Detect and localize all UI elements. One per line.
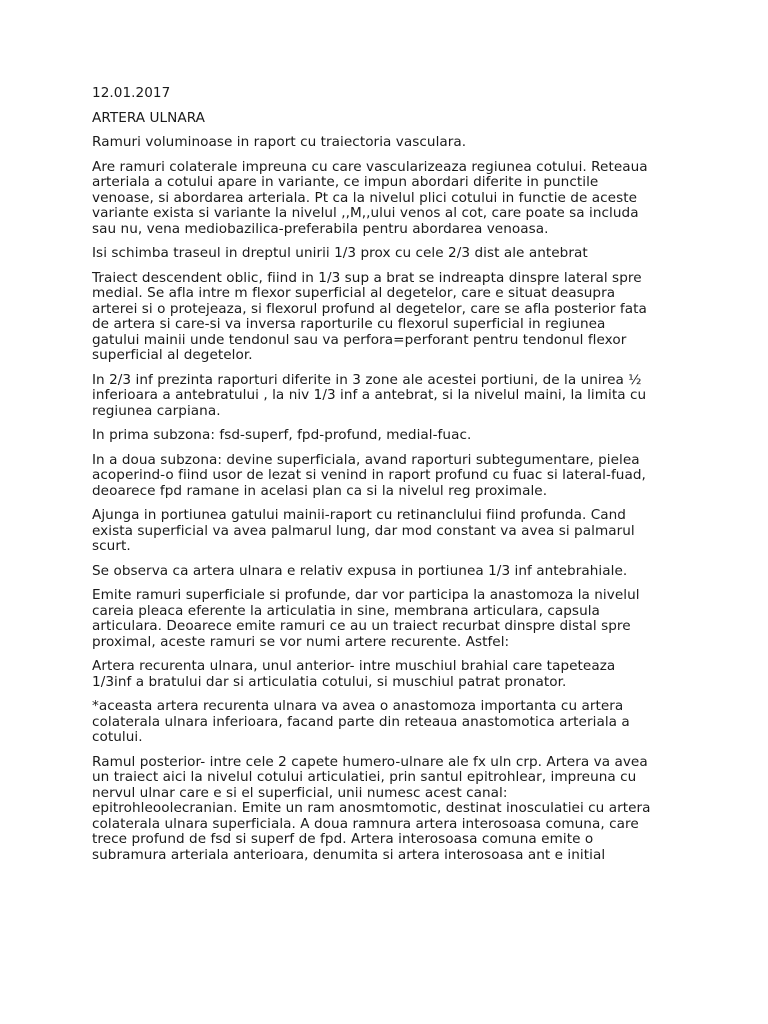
paragraph: In 2/3 inf prezinta raporturi diferite in 3 zone ale acestei portiuni, de la unirea ½ inferioara a antebratului , la niv 1/3 inf a antebrat, si la nivelul maini, la limita cu regiunea carpiana.	[92, 371, 647, 419]
paragraph: Emite ramuri superficiale si profunde, dar vor participa la anastomoza la nivelul careia pleaca eferente la articulatia in sine, membrana articulara, capsula articulara. Deoarece emite ramuri ce au un traiect recurbat dinspre distal spre proximal, aceste ramuri se vor numi artere recurente. Astfel:	[92, 587, 640, 650]
paragraph: *aceasta artera recurenta ulnara va avea o anastomoza importanta cu artera colaterala ulnara inferioara, facand parte din reteaua anastomotica arteriala a cotului.	[92, 698, 630, 745]
paragraph: Ramul posterior- intre cele 2 capete humero-ulnare ale fx uln crp. Artera va avea un traiect aici la nivelul cotului articulatiei, prin santul epitrohlear, impreuna cu nervul ulnar care e si el superficial, unii numesc acest canal: epitrohleoolecranian. Emite un ram anosmtomotic, destinat inosculatiei cu artera colaterala ulnara superficiala. A doua ramnura artera interosoasa comuna, care trece profund de fsd si superf de fpd. Artera interosoasa comuna emite o subramura arteriala anterioara, denumita si artera interosoasa ant e initial	[92, 753, 651, 863]
paragraph: Ajunga in portiunea gatului mainii-raport cu retinanclului fiind profunda. Cand exista superficial va avea palmarul lung, dar mod constant va avea si palmarul scurt.	[92, 507, 635, 554]
document-date: 12.01.2017	[92, 85, 171, 101]
document-page	[92, 86, 652, 872]
document-title: ARTERA ULNARA	[92, 109, 205, 126]
paragraph: Are ramuri colaterale impreuna cu care vascularizeaza regiunea cotului. Reteaua arteriala a cotului apare in variante, ce impun abordari diferite in punctile venoase, si abordarea arteriala. Pt ca la nivelul plici cotului in functie de aceste variante exista si variante la nivelul ,,M,,ului venos al cot, care poate sa includa sau nu, vena mediobazilica-preferabila pentru abordarea venoasa.	[92, 158, 648, 237]
paragraph: Isi schimba traseul in dreptul unirii 1/3 prox cu cele 2/3 dist ale antebrat	[92, 245, 588, 261]
paragraph: Se observa ca artera ulnara e relativ expusa in portiunea 1/3 inf antebrahiale.	[92, 562, 628, 579]
paragraph: In a doua subzona: devine superficiala, avand raporturi subtegumentare, pielea acoperind-o fiind usor de lezat si venind in raport profund cu fuac si lateral-fuad, deoarece fpd ramane in acelasi plan ca si la nivelul reg proximale.	[92, 451, 646, 499]
paragraph: In prima subzona: fsd-superf, fpd-profund, medial-fuac.	[92, 427, 472, 443]
paragraph: Traiect descendent oblic, fiind in 1/3 sup a brat se indreapta dinspre lateral spre medial. Se afla intre m flexor superficial al degetelor, care e situat deasupra arterei si o protejeaza, si flexorul profund al degetelor, care se afla posterior fata de artera si care-si va inversa raporturile cu flexorul superficial in regiunea gatului mainii unde tendonul sau va perfora=perforant pentru tendonul flexor superficial al degetelor.	[92, 269, 647, 363]
paragraph: Ramuri voluminoase in raport cu traiectoria vasculara.	[92, 134, 467, 150]
paragraph: Artera recurenta ulnara, unul anterior- intre muschiul brahial care tapeteaza 1/3inf a bratului dar si articulatia cotului, si muschiul patrat pronator.	[92, 658, 616, 690]
